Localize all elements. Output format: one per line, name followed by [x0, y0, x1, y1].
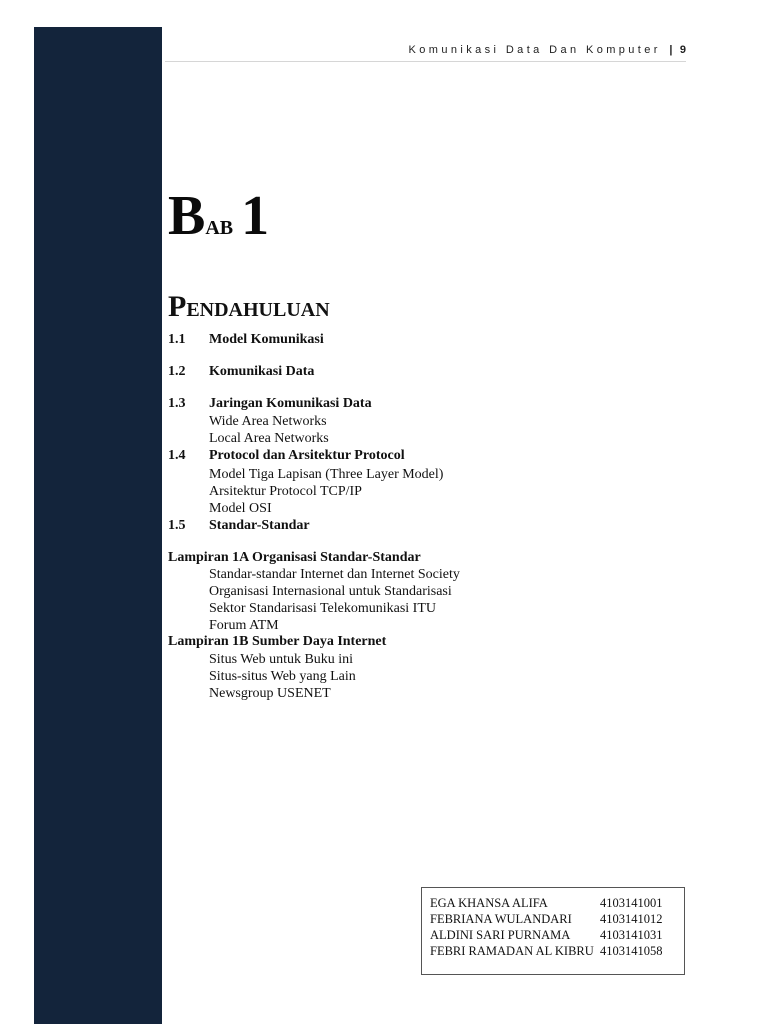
author-id: 4103141001 — [600, 896, 663, 910]
chapter-title — [168, 292, 330, 322]
authors-box — [421, 887, 685, 975]
toc-subitem: Local Area Networks — [209, 431, 329, 446]
toc-subitem: Model OSI — [209, 501, 272, 516]
page-number: 9 — [679, 44, 686, 56]
author-row — [430, 927, 663, 943]
chapter-initial: B — [168, 185, 206, 247]
running-title: Komunikasi Data Dan Komputer — [408, 44, 661, 56]
toc-subitem: Model Tiga Lapisan (Three Layer Model) — [209, 467, 444, 482]
author-id: 4103141012 — [600, 912, 663, 926]
toc-section — [168, 331, 324, 348]
toc-subitem: Arsitektur Protocol TCP/IP — [209, 484, 362, 499]
toc-subitem: Newsgroup USENET — [209, 686, 331, 701]
section-title: Jaringan Komunikasi Data — [209, 396, 372, 411]
section-title: Protocol dan Arsitektur Protocol — [209, 448, 405, 463]
section-title: Model Komunikasi — [209, 332, 324, 347]
author-id: 4103141058 — [600, 944, 663, 958]
section-number: 1.4 — [168, 448, 186, 463]
section-number: 1.1 — [168, 332, 186, 347]
section-number: 1.3 — [168, 396, 186, 411]
chapter-heading — [168, 185, 270, 247]
toc-subitem: Wide Area Networks — [209, 414, 327, 429]
toc-section — [168, 363, 314, 380]
title-rest: ENDAHULUAN — [186, 299, 330, 321]
toc-subitem: Organisasi Internasional untuk Standarisasi — [209, 584, 452, 599]
chapter-number: 1 — [241, 185, 270, 247]
chapter-rest: AB — [205, 217, 234, 239]
toc-subitem: Standar-standar Internet dan Internet Society — [209, 567, 460, 582]
toc-subitem: Situs-situs Web yang Lain — [209, 669, 356, 684]
author-name: ALDINI SARI PURNAMA — [430, 928, 571, 942]
title-initial: P — [168, 290, 187, 323]
toc-section — [168, 517, 310, 534]
section-title: Komunikasi Data — [209, 364, 315, 379]
toc-subitem: Forum ATM — [209, 618, 279, 633]
toc-section — [168, 395, 372, 412]
appendix-title: Lampiran 1A Organisasi Standar-Standar — [168, 550, 421, 565]
running-header — [165, 44, 686, 56]
author-row — [430, 895, 663, 911]
toc-section — [168, 447, 405, 464]
header-rule — [165, 61, 686, 62]
toc-subitem: Sektor Standarisasi Telekomunikasi ITU — [209, 601, 437, 616]
header-separator: | — [669, 44, 674, 56]
author-name: FEBRI RAMADAN AL KIBRU — [430, 944, 594, 958]
author-name: EGA KHANSA ALIFA — [430, 896, 548, 910]
author-id: 4103141031 — [600, 928, 663, 942]
appendix-title: Lampiran 1B Sumber Daya Internet — [168, 634, 387, 649]
toc-subitem: Situs Web untuk Buku ini — [209, 652, 354, 667]
author-name: FEBRIANA WULANDARI — [430, 912, 572, 926]
author-row — [430, 943, 663, 959]
section-title: Standar-Standar — [209, 518, 310, 533]
section-number: 1.2 — [168, 364, 186, 379]
sidebar-band — [34, 27, 162, 1024]
author-row — [430, 911, 663, 927]
section-number: 1.5 — [168, 518, 186, 533]
